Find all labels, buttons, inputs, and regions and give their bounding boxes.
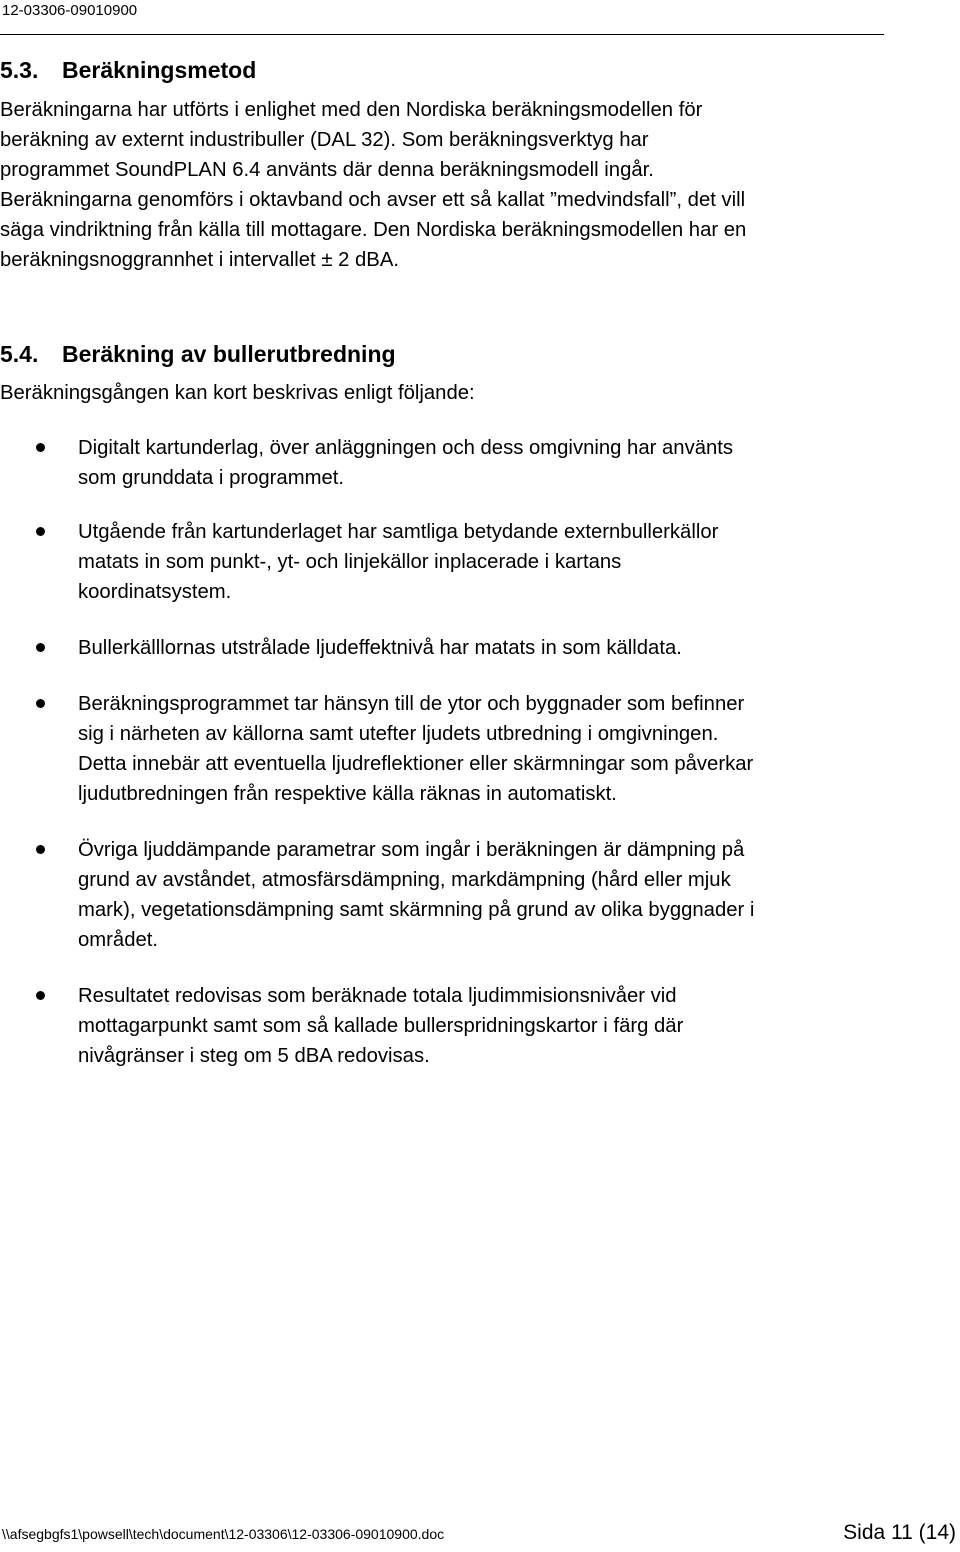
list-item-line: som grunddata i programmet. [78, 467, 345, 489]
bullet-icon [36, 699, 45, 708]
bullet-icon [36, 443, 45, 452]
section-number: 5.3. [0, 57, 39, 83]
section-title: Beräkningsmetod [62, 57, 257, 83]
list-item-line: Beräkningsprogrammet tar hänsyn till de ytor och byggnader som befinner [78, 693, 745, 715]
bullet-icon [36, 643, 45, 652]
list-item-line: sig i närheten av källorna samt utefter ljudets utbredning i omgivningen. [78, 723, 719, 745]
footer-page-number: Sida 11 (14) [843, 1521, 956, 1544]
list-item-line: grund av avståndet, atmosfärsdämpning, markdämpning (hård eller mjuk [78, 869, 731, 891]
list-item [0, 633, 900, 663]
section-5-3-paragraph [0, 95, 900, 275]
paragraph-line: beräkning av externt industribuller (DAL 32). Som beräkningsverktyg har [0, 129, 649, 151]
bullet-icon [36, 845, 45, 854]
paragraph-line: beräkningsnoggrannhet i intervallet ± 2 dBA. [0, 249, 399, 271]
list-item-line: Digitalt kartunderlag, över anläggningen och dess omgivning har använts [78, 437, 734, 459]
section-number: 5.4. [0, 341, 39, 367]
list-item [0, 689, 900, 809]
section-title: Beräkning av bullerutbredning [62, 341, 396, 367]
list-item [0, 835, 900, 955]
list-item-line: koordinatsystem. [78, 581, 232, 603]
section-heading-5-4 [0, 340, 396, 368]
bullet-icon [36, 991, 45, 1000]
list-item [0, 433, 900, 493]
footer-file-path: \\afsegbgfs1\powsell\tech\document\12-03306\12-03306-09010900.doc [2, 1526, 445, 1542]
list-item-line: området. [78, 929, 159, 951]
header-divider [0, 34, 884, 35]
section-5-4-intro: Beräkningsgången kan kort beskrivas enligt följande: [0, 382, 475, 404]
paragraph-line: säga vindriktning från källa till mottagare. Den Nordiska beräkningsmodellen har en [0, 219, 747, 241]
paragraph-line: Beräkningarna har utförts i enlighet med den Nordiska beräkningsmodellen för [0, 99, 703, 121]
list-item [0, 981, 900, 1071]
list-item-line: nivågränser i steg om 5 dBA redovisas. [78, 1045, 430, 1067]
paragraph-line: Beräkningarna genomförs i oktavband och avser ett så kallat ”medvindsfall”, det vill [0, 189, 746, 211]
bullet-icon [36, 527, 45, 536]
list-item-line: Övriga ljuddämpande parametrar som ingår i beräkningen är dämpning på [78, 839, 745, 861]
document-id: 12-03306-09010900 [2, 2, 138, 19]
list-item-line: mottagarpunkt samt som så kallade bullerspridningskartor i färg där [78, 1015, 684, 1037]
list-item-line: Resultatet redovisas som beräknade totala ljudimmisionsnivåer vid [78, 985, 677, 1007]
list-item-line: matats in som punkt-, yt- och linjekällor inplacerade i kartans [78, 551, 622, 573]
list-item-line: Bullerkälllornas utstrålade ljudeffektnivå har matats in som källdata. [78, 637, 682, 659]
section-heading-5-3 [0, 56, 256, 84]
list-item-line: Detta innebär att eventuella ljudreflektioner eller skärmningar som påverkar [78, 753, 754, 775]
list-item-line: Utgående från kartunderlaget har samtliga betydande externbullerkällor [78, 521, 719, 543]
list-item [0, 517, 900, 607]
calculation-steps-list [0, 433, 900, 1071]
list-item-line: mark), vegetationsdämpning samt skärmning på grund av olika byggnader i [78, 899, 755, 921]
paragraph-line: programmet SoundPLAN 6.4 använts där denna beräkningsmodell ingår. [0, 159, 654, 181]
list-item-line: ljudutbredningen från respektive källa räknas in automatiskt. [78, 783, 617, 805]
